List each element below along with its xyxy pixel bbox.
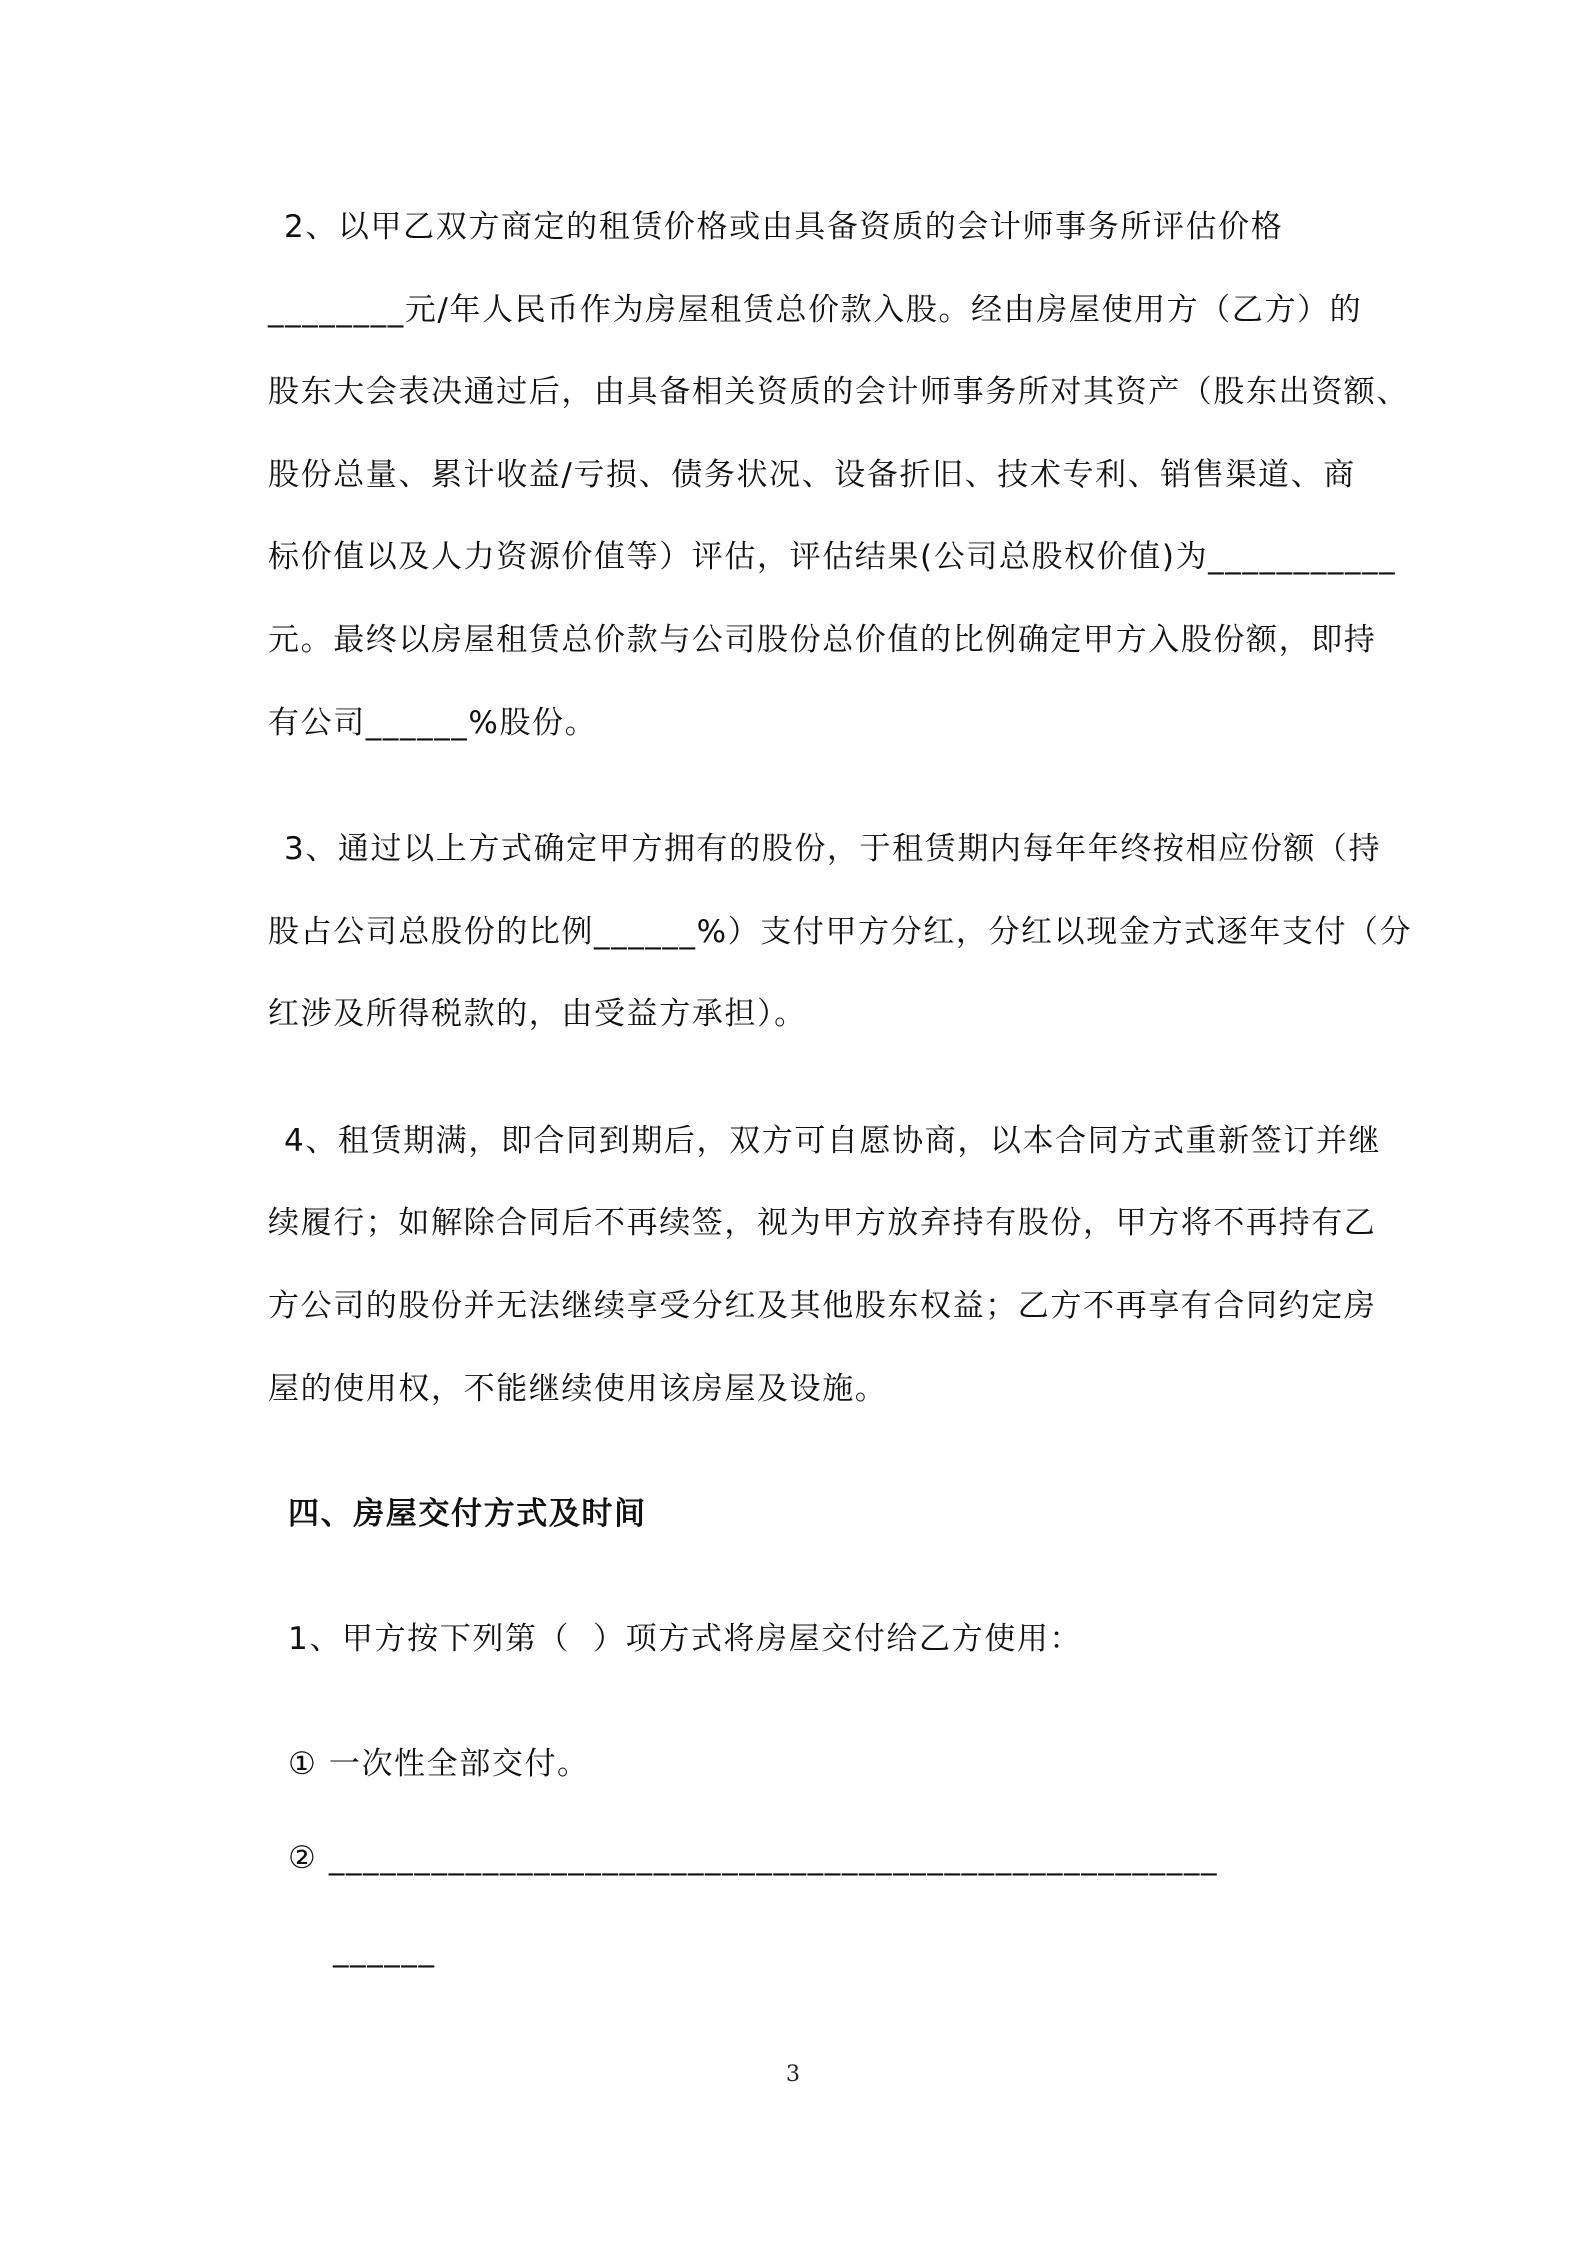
paragraph-3-line-1: 3、通过以上方式确定甲方拥有的股份，于租赁期内每年年终按相应份额（持 bbox=[284, 831, 1382, 867]
page-number: 3 bbox=[786, 2062, 800, 2087]
paragraph-2-line-4: 股份总量、累计收益/亏损、债务状况、设备折旧、技术专利、销售渠道、商 bbox=[268, 457, 1356, 493]
paragraph-2-line-3: 股东大会表决通过后，由具备相关资质的会计师事务所对其资产（股东出资额、 bbox=[268, 374, 1409, 410]
option-2: ② ____________________________________________________ bbox=[288, 1840, 1219, 1876]
option-1: ① 一次性全部交付。 bbox=[288, 1746, 590, 1782]
paragraph-2-line-1: 2、以甲乙双方商定的租赁价格或由具备资质的会计师事务所评估价格 bbox=[284, 209, 1284, 245]
paragraph-3-line-2: 股占公司总股份的比例______%）支付甲方分红，分红以现金方式逐年支付（分 bbox=[268, 914, 1413, 950]
paragraph-2-line-2: ________元/年人民币作为房屋租赁总价款入股。经由房屋使用方（乙方）的 bbox=[268, 292, 1363, 328]
section-heading: 四、房屋交付方式及时间 bbox=[288, 1496, 647, 1532]
paragraph-4-line-3: 方公司的股份并无法继续享受分红及其他股东权益；乙方不再享有合同约定房 bbox=[268, 1288, 1377, 1324]
paragraph-2-line-5: 标价值以及人力资源价值等）评估，评估结果(公司总股权价值)为___________ bbox=[268, 539, 1397, 575]
paragraph-3-line-3: 红涉及所得税款的，由受益方承担）。 bbox=[268, 996, 807, 1032]
paragraph-2-line-6: 元。最终以房屋租赁总价款与公司股份总价值的比例确定甲方入股份额，即持 bbox=[268, 622, 1377, 658]
paragraph-4-line-2: 续履行；如解除合同后不再续签，视为甲方放弃持有股份，甲方将不再持有乙 bbox=[268, 1205, 1377, 1241]
option-2-continuation: ______ bbox=[333, 1932, 436, 1968]
paragraph-4-line-1: 4、租赁期满，即合同到期后，双方可自愿协商，以本合同方式重新签订并继 bbox=[284, 1123, 1382, 1159]
paragraph-4-line-4: 屋的使用权，不能继续使用该房屋及设施。 bbox=[268, 1371, 888, 1407]
clause-4-1: 1、甲方按下列第（ ）项方式将房屋交付给乙方使用： bbox=[288, 1621, 1083, 1657]
paragraph-2-line-7: 有公司______%股份。 bbox=[268, 705, 598, 741]
